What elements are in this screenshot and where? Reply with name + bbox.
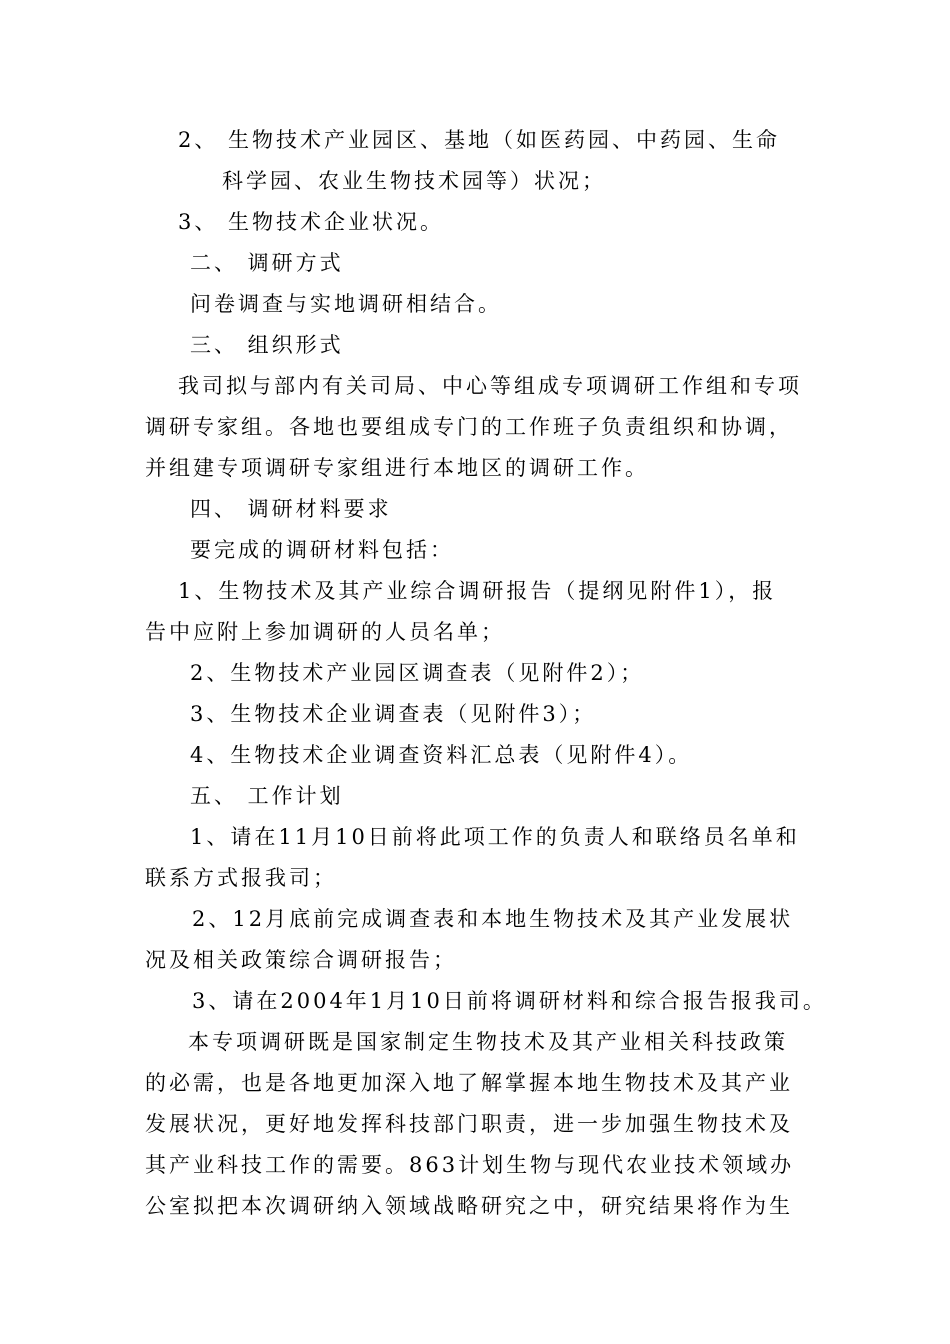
paragraph-line: 问卷调查与实地调研相结合。 (190, 292, 502, 316)
list-item-continued: 联系方式报我司； (145, 866, 337, 890)
paragraph-line: 其产业科技工作的需要。863计划生物与现代农业技术领域办 (145, 1153, 795, 1177)
list-item: 2、12月底前完成调查表和本地生物技术及其产业发展状 (192, 907, 794, 931)
list-item: 3、请在2004年1月10日前将调研材料和综合报告报我司。 (192, 989, 827, 1013)
section-heading-5: 五、 工作计划 (190, 784, 344, 808)
paragraph-line: 本专项调研既是国家制定生物技术及其产业相关科技政策 (188, 1030, 788, 1054)
list-item: 4、生物技术企业调查资料汇总表（见附件4）。 (190, 743, 693, 767)
list-item: 1、请在11月10日前将此项工作的负责人和联络员名单和 (190, 825, 800, 849)
list-item: 3、生物技术企业调查表（见附件3）； (190, 702, 597, 726)
section-heading-3: 三、 组织形式 (190, 333, 344, 357)
paragraph-line: 的必需，也是各地更加深入地了解掌握本地生物技术及其产业 (145, 1071, 793, 1095)
list-item-2: 2、 生物技术产业园区、基地（如医药园、中药园、生命 (178, 128, 781, 152)
paragraph-line: 发展状况，更好地发挥科技部门职责，进一步加强生物技术及 (145, 1112, 793, 1136)
list-item: 1、生物技术及其产业综合调研报告（提纲见附件1），报 (178, 579, 777, 603)
section-heading-4: 四、 调研材料要求 (190, 497, 392, 521)
section-heading-2: 二、 调研方式 (190, 251, 344, 275)
paragraph-line: 调研专家组。各地也要组成专门的工作班子负责组织和协调， (145, 415, 793, 439)
paragraph-line: 并组建专项调研专家组进行本地区的调研工作。 (145, 456, 649, 480)
paragraph-line: 我司拟与部内有关司局、中心等组成专项调研工作组和专项 (178, 374, 802, 398)
list-item: 2、生物技术产业园区调查表（见附件2）； (190, 661, 645, 685)
list-item-continued: 告中应附上参加调研的人员名单； (145, 620, 505, 644)
list-item-2-continued: 科学园、农业生物技术园等）状况； (222, 169, 606, 193)
list-item-3: 3、 生物技术企业状况。 (178, 210, 445, 234)
list-item-continued: 况及相关政策综合调研报告； (145, 948, 457, 972)
paragraph-line: 公室拟把本次调研纳入领域战略研究之中，研究结果将作为生 (145, 1194, 793, 1218)
paragraph-line: 要完成的调研材料包括： (190, 538, 454, 562)
